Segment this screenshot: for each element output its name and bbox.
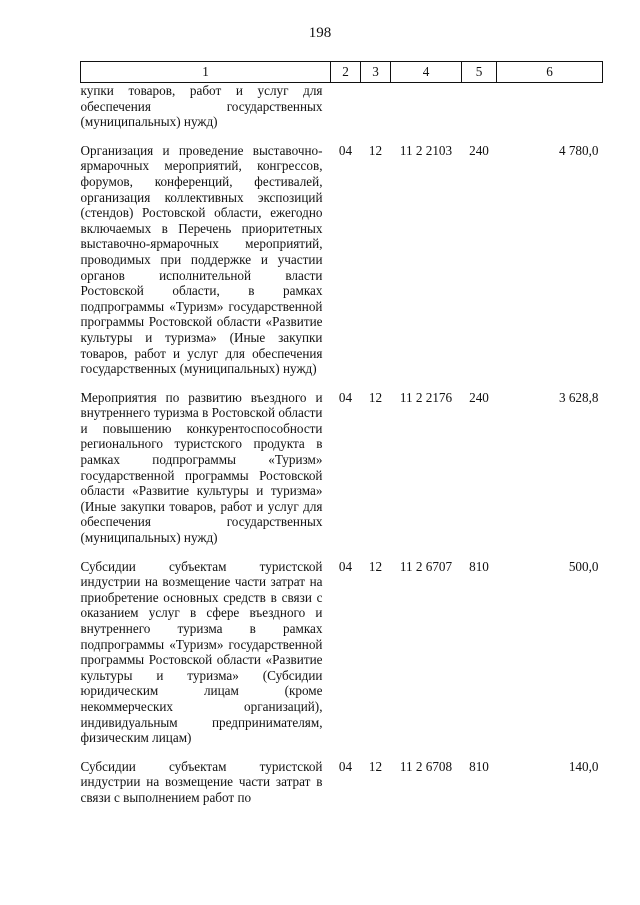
row-amount [497,83,603,143]
row-target-article: 11 2 2176 [399,389,453,405]
table-body [81,83,603,806]
row-expense-type: 810 [469,758,489,774]
row-target-article: 11 2 2103 [399,142,453,158]
table-row [81,759,603,806]
row-amount: 500,0 [568,558,599,574]
header-col-4: 4 [391,62,462,83]
table-row [81,143,603,390]
row-subsection: 12 [368,389,383,405]
row-description: Субсидии субъектам туристской индустрии на возмещение части затрат на приобретение основных средств в связи с оказанием услуг в сфере въездного и внутреннего туризма в рамках подпрограммы «Туризм» государственной программы Ростовской области «Развитие культуры и туризма» (Субсидии юридическим лицам (кроме некоммерческих организаций), индивидуальным предпринимателям, физическим лицам) [80,558,323,746]
row-amount: 140,0 [568,758,599,774]
row-amount: 4 780,0 [558,142,599,158]
row-section [331,83,361,143]
row-expense-type: 810 [469,558,489,574]
row-subsection: 12 [368,758,383,774]
row-subsection: 12 [368,142,383,158]
table-header [81,62,603,83]
row-description: купки товаров, работ и услуг для обеспечения государственных (муниципальных) нужд) [80,83,323,130]
budget-table [80,61,603,806]
row-description: Мероприятия по развитию въездного и внутреннего туризма в Ростовской области и повышению конкурентоспособности регионального туристского продукта в рамках подпрограммы «Туризм» государственной программы Ростовской области «Развитие культуры и туризма» (Иные закупки товаров, работ и услуг для обеспечения государственных (муниципальных) нужд) [80,389,323,546]
row-amount: 3 628,8 [558,389,599,405]
header-col-2: 2 [331,62,361,83]
row-expense-type: 240 [469,142,489,158]
row-section: 04 [338,142,353,158]
header-col-5: 5 [462,62,497,83]
row-description: Субсидии субъектам туристской индустрии на возмещение части затрат в связи с выполнением работ по [80,758,323,805]
table-row [81,390,603,559]
row-subsection: 12 [368,558,383,574]
table-row [81,559,603,759]
row-subsection [361,83,391,143]
row-section: 04 [338,758,353,774]
row-expense-type [462,83,497,143]
row-target-article [391,83,462,143]
page-number: 198 [308,25,332,41]
row-target-article: 11 2 6707 [399,558,453,574]
header-col-6: 6 [497,62,603,83]
header-col-3: 3 [361,62,391,83]
row-expense-type: 240 [469,389,489,405]
header-col-1: 1 [81,62,331,83]
table-row [81,83,603,143]
row-section: 04 [338,389,353,405]
row-target-article: 11 2 6708 [399,758,453,774]
header-row [81,62,603,83]
row-description: Организация и проведение выставочно-ярмарочных мероприятий, конгрессов, форумов, конференций, фестивалей, организация коллективных экспозиций (стендов) Ростовской области, ежегодно включаемых в Перечень приоритетных выставочно-ярмарочных мероприятий, проводимых при поддержке и участии органов исполнительной власти Ростовской области, в рамках подпрограммы «Туризм» государственной программы Ростовской области «Развитие культуры и туризма» (Иные закупки товаров, работ и услуг для обеспечения государственных (муниципальных) нужд) [80,142,323,377]
row-section: 04 [338,558,353,574]
